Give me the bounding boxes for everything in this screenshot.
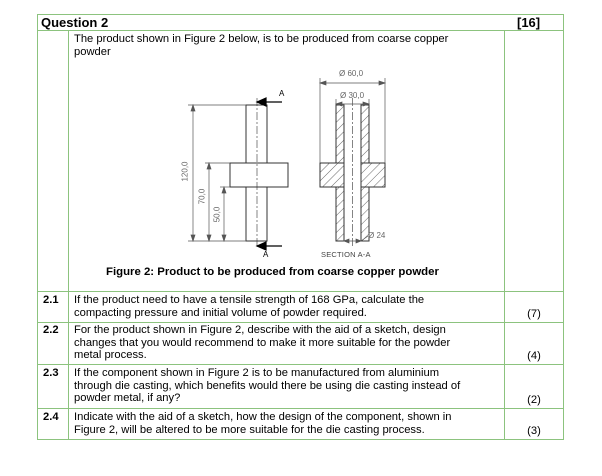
question-marks-2-4: (3) (527, 425, 541, 437)
question-text-2-3 (74, 367, 502, 405)
section-arrows (257, 98, 282, 250)
question-2-1-line-2: compacting pressure and initial volume of powder required. (74, 306, 367, 319)
question-2-2-line-3: metal process. (74, 349, 147, 362)
dim-bore-diameter: Ø 24 (368, 231, 386, 240)
section-marker-top: A (279, 89, 285, 98)
question-text-2-2 (74, 324, 502, 362)
question-number-2-4: 2.4 (43, 411, 59, 423)
figure-caption: Figure 2: Product to be produced from coarse copper powder (106, 266, 439, 278)
intro-line-1: The product shown in Figure 2 below, is to be produced from coarse copper (74, 33, 449, 45)
section-label: SECTION A-A (321, 250, 371, 259)
question-2-4-line-1: Indicate with the aid of a sketch, how the design of the component, shown in (74, 411, 452, 423)
dim-inner-diameter: Ø 30,0 (340, 91, 365, 100)
question-text-2-1 (74, 294, 502, 319)
question-2-2-line-1: For the product shown in Figure 2, describe with the aid of a sketch, design (74, 324, 446, 336)
section-wall-lower-left (336, 187, 344, 241)
shaft-lower (246, 187, 267, 241)
question-number-2-1: 2.1 (43, 294, 59, 306)
question-2-4-line-2: Figure 2, will be altered to be more suitable for the die casting process. (74, 423, 425, 436)
dim-outer-diameter: Ø 60,0 (339, 69, 364, 78)
dim-upper-height: 70,0 (197, 188, 207, 205)
question-2-1-line-1: If the product need to have a tensile strength of 168 GPa, calculate the (74, 294, 425, 306)
total-marks: [16] (517, 15, 541, 30)
question-marks-2-3: (2) (527, 394, 541, 406)
section-wall-upper-right (361, 105, 369, 163)
flange (230, 163, 288, 187)
section-arrow-bottom (257, 242, 266, 250)
question-2-3-line-1: If the component shown in Figure 2 is to be manufactured from aluminium (74, 367, 440, 379)
shaft-upper (246, 105, 267, 163)
question-text-2-4 (74, 411, 502, 436)
question-2-3-line-3: powder metal, if any? (74, 392, 181, 405)
section-marker-bottom: A (263, 250, 269, 259)
dim-lower-height: 50,0 (212, 206, 222, 223)
question-marks-2-1: (7) (527, 308, 541, 320)
question-number-2-3: 2.3 (43, 367, 59, 379)
intro-line-2: powder (74, 46, 111, 58)
dim-total-height: 120,0 (180, 161, 190, 182)
section-view (320, 98, 385, 248)
question-marks-2-2: (4) (527, 350, 541, 362)
section-flange-left (320, 163, 344, 187)
question-2-2-line-2: changes that you would recommend to make it more suitable for the powder (74, 336, 451, 349)
question-number-2-2: 2.2 (43, 324, 59, 336)
question-2-3-line-2: through die casting, which benefits would there be using die casting instead of (74, 379, 461, 392)
section-flange-right (361, 163, 385, 187)
question-title: Question 2 (41, 15, 109, 30)
front-view (230, 98, 288, 248)
section-wall-upper-left (336, 105, 344, 163)
